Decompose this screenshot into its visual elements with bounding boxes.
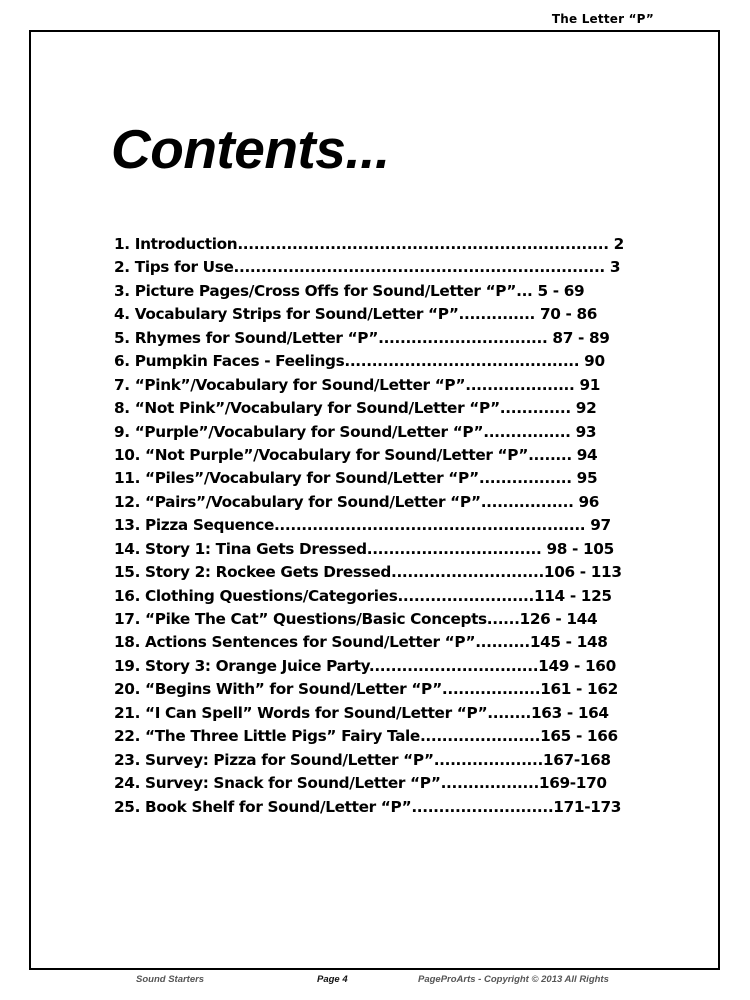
toc-entry: 5. Rhymes for Sound/Letter “P”............................... 87 - 89 [114,328,610,347]
toc-entry: 9. “Purple”/Vocabulary for Sound/Letter “P”................ 93 [114,422,597,441]
toc-entry: 17. “Pike The Cat” Questions/Basic Concepts......126 - 144 [114,610,598,628]
toc-entry: 21. “I Can Spell” Words for Sound/Letter “P”........163 - 164 [114,703,609,722]
toc-entry: 15. Story 2: Rockee Gets Dressed............................106 - 113 [114,563,622,582]
toc-entry: 24. Survey: Snack for Sound/Letter “P”..................169-170 [114,774,607,793]
table-of-contents [114,233,644,819]
toc-entry: 12. “Pairs”/Vocabulary for Sound/Letter “P”................. 96 [114,492,600,511]
toc-entry: 6. Pumpkin Faces - Feelings........................................... 90 [114,352,605,371]
page-title: Contents... [111,118,390,180]
footer-page-number: Page 4 [317,974,348,985]
running-header: The Letter “P” [551,12,654,26]
toc-entry: 3. Picture Pages/Cross Offs for Sound/Letter “P”... 5 - 69 [114,281,585,300]
toc-entry: 14. Story 1: Tina Gets Dressed................................ 98 - 105 [114,539,614,558]
toc-entry: 4. Vocabulary Strips for Sound/Letter “P”.............. 70 - 86 [114,305,598,324]
toc-entry: 7. “Pink”/Vocabulary for Sound/Letter “P”.................... 91 [114,375,601,394]
toc-entry: 2. Tips for Use.................................................................... 3 [114,258,621,277]
toc-entry: 10. “Not Purple”/Vocabulary for Sound/Letter “P”........ 94 [114,445,598,464]
toc-entry: 20. “Begins With” for Sound/Letter “P”..................161 - 162 [114,680,618,699]
toc-entry: 1. Introduction.................................................................... 2 [114,235,624,253]
toc-entry: 25. Book Shelf for Sound/Letter “P”..........................171-173 [114,797,622,816]
footer-series-name: Sound Starters [136,974,205,985]
toc-entry: 8. “Not Pink”/Vocabulary for Sound/Letter “P”............. 92 [114,399,597,418]
toc-entry: 23. Survey: Pizza for Sound/Letter “P”....................167-168 [114,750,611,769]
toc-entry: 18. Actions Sentences for Sound/Letter “P”..........145 - 148 [114,633,608,652]
toc-entry: 22. “The Three Little Pigs” Fairy Tale......................165 - 166 [114,727,618,746]
toc-entry: 16. Clothing Questions/Categories.........................114 - 125 [114,586,612,605]
toc-entry: 19. Story 3: Orange Juice Party...............................149 - 160 [114,656,616,675]
toc-entry: 13. Pizza Sequence......................................................... 97 [114,516,611,535]
footer-copyright: PageProArts - Copyright © 2013 All Rights [418,974,609,985]
toc-entry: 11. “Piles”/Vocabulary for Sound/Letter “P”................. 95 [114,469,598,488]
